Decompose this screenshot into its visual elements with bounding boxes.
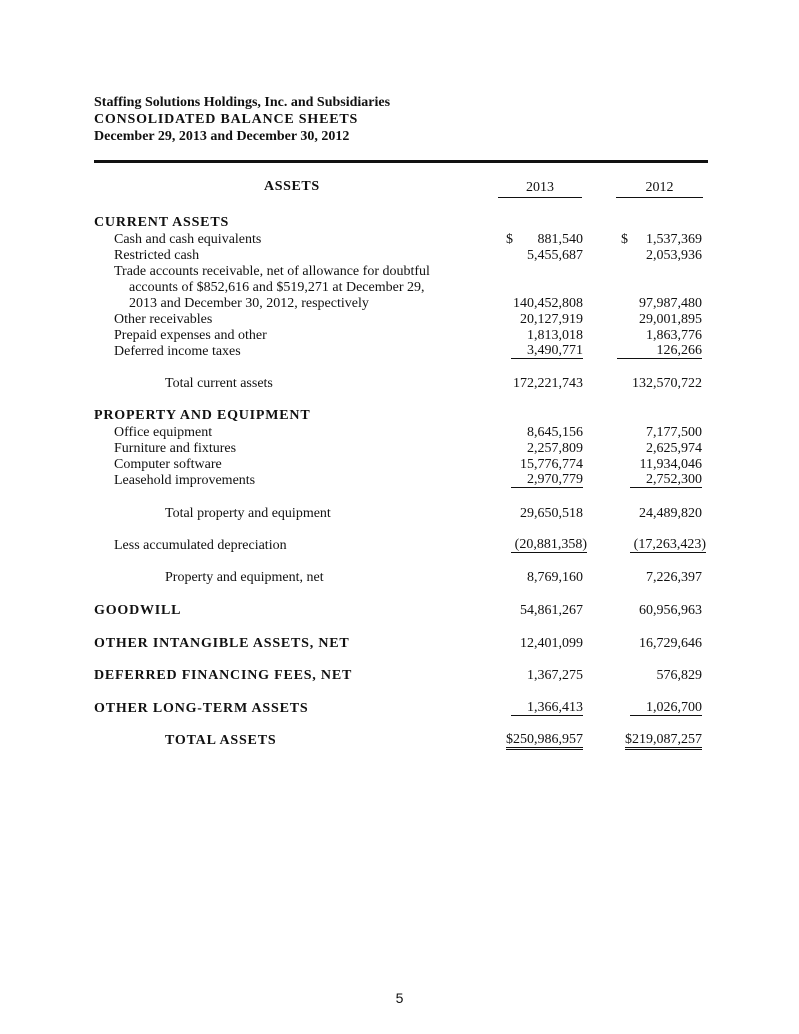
value-2012: 24,489,820 <box>639 506 702 521</box>
table-row <box>94 311 708 328</box>
value-2013: 1,366,413 <box>511 700 583 716</box>
table-row <box>94 667 708 684</box>
year-2012-header: 2012 <box>616 178 703 198</box>
subtotal-row <box>94 505 708 522</box>
row-label: Computer software <box>114 457 222 472</box>
value-2012: 16,729,646 <box>639 636 702 651</box>
value-2012: 11,934,046 <box>639 457 702 472</box>
table-row <box>94 424 708 441</box>
value-2013: 172,221,743 <box>513 376 583 391</box>
row-label: Leasehold improvements <box>114 473 256 488</box>
value-2012: 2,053,936 <box>646 248 702 263</box>
goodwill-label: GOODWILL <box>94 603 182 618</box>
table-row <box>94 295 708 312</box>
value-2013: 5,455,687 <box>527 248 583 263</box>
value-2013: 12,401,099 <box>520 636 583 651</box>
year-2013-header: 2013 <box>498 178 582 198</box>
value-2012: 97,987,480 <box>639 296 702 311</box>
row-label: Cash and cash equivalents <box>114 232 262 247</box>
value-2013: 2,970,779 <box>511 472 583 488</box>
row-label: Restricted cash <box>114 248 200 263</box>
value-2012: 126,266 <box>617 343 703 359</box>
intangibles-label: OTHER INTANGIBLE ASSETS, NET <box>94 636 350 651</box>
statement-title: CONSOLIDATED BALANCE SHEETS <box>94 112 359 127</box>
value-2013: (20,881,358) <box>511 537 587 553</box>
table-row-text <box>94 279 708 296</box>
value-2012: 1,026,700 <box>630 700 702 716</box>
long-term-assets-label: OTHER LONG-TERM ASSETS <box>94 701 309 716</box>
value-2012: 29,001,895 <box>639 312 702 327</box>
statement-dates: December 29, 2013 and December 30, 2012 <box>94 129 350 144</box>
table-row <box>94 247 708 264</box>
row-label: Less accumulated depreciation <box>114 538 287 553</box>
section-heading-row <box>94 407 708 424</box>
value-2013: 29,650,518 <box>520 506 583 521</box>
row-label: Deferred income taxes <box>114 344 241 359</box>
row-label: Total current assets <box>165 376 273 391</box>
subtotal-row <box>94 375 708 392</box>
value-2013: 140,452,808 <box>513 296 583 311</box>
row-label: Office equipment <box>114 425 213 440</box>
value-2012: 2,752,300 <box>630 472 702 488</box>
row-label: Furniture and fixtures <box>114 441 237 456</box>
table-row <box>94 602 708 619</box>
total-row <box>94 732 708 749</box>
assets-heading: ASSETS <box>264 179 320 194</box>
row-label: Other receivables <box>114 312 213 327</box>
section-heading-row <box>94 214 708 231</box>
value-2013: 881,540 <box>537 232 583 247</box>
value-2013: 8,769,160 <box>527 570 583 585</box>
table-row <box>94 537 708 554</box>
value-2012: 60,956,963 <box>639 603 702 618</box>
row-label: Property and equipment, net <box>165 570 324 585</box>
table-row <box>94 456 708 473</box>
current-assets-heading: CURRENT ASSETS <box>94 215 230 230</box>
row-label: 2013 and December 30, 2012, respectively <box>129 296 369 311</box>
value-2013: 8,645,156 <box>527 425 583 440</box>
value-2012: 7,226,397 <box>646 570 702 585</box>
header-rule <box>94 160 708 163</box>
table-row <box>94 327 708 344</box>
total-assets-label: TOTAL ASSETS <box>165 733 277 748</box>
value-2013: 2,257,809 <box>527 441 583 456</box>
value-2013: 20,127,919 <box>520 312 583 327</box>
table-row <box>94 635 708 652</box>
table-row-text <box>94 263 708 280</box>
value-2013: 54,861,267 <box>520 603 583 618</box>
value-2013: 1,813,018 <box>527 328 583 343</box>
value-2012: 1,537,369 <box>646 232 702 247</box>
financing-fees-label: DEFERRED FINANCING FEES, NET <box>94 668 353 683</box>
row-label: accounts of $852,616 and $519,271 at December 29, <box>129 280 425 295</box>
table-row <box>94 343 708 360</box>
value-2012: 2,625,974 <box>646 441 702 456</box>
value-2012: (17,263,423) <box>630 537 706 553</box>
table-row <box>94 700 708 717</box>
ppe-heading: PROPERTY AND EQUIPMENT <box>94 408 311 423</box>
document-header <box>94 94 390 145</box>
page-number: 5 <box>395 990 404 1006</box>
value-2012: $219,087,257 <box>625 732 702 750</box>
row-label: Prepaid expenses and other <box>114 328 267 343</box>
value-2013: 3,490,771 <box>511 343 583 359</box>
company-name: Staffing Solutions Holdings, Inc. and Subsidiaries <box>94 95 391 110</box>
value-2012: 576,829 <box>656 668 702 683</box>
value-2012: 132,570,722 <box>632 376 702 391</box>
currency-symbol: $ <box>506 232 513 247</box>
column-header-row <box>94 178 708 195</box>
value-2013: $250,986,957 <box>506 732 583 750</box>
value-2012: 1,863,776 <box>646 328 702 343</box>
row-label: Trade accounts receivable, net of allowance for doubtful <box>114 264 430 279</box>
currency-symbol: $ <box>621 232 628 247</box>
table-row <box>94 440 708 457</box>
value-2013: 1,367,275 <box>527 668 583 683</box>
table-row <box>94 472 708 489</box>
value-2012: 7,177,500 <box>646 425 702 440</box>
row-label: Total property and equipment <box>165 506 331 521</box>
table-row <box>94 231 708 248</box>
value-2013: 15,776,774 <box>520 457 583 472</box>
subtotal-row <box>94 569 708 586</box>
